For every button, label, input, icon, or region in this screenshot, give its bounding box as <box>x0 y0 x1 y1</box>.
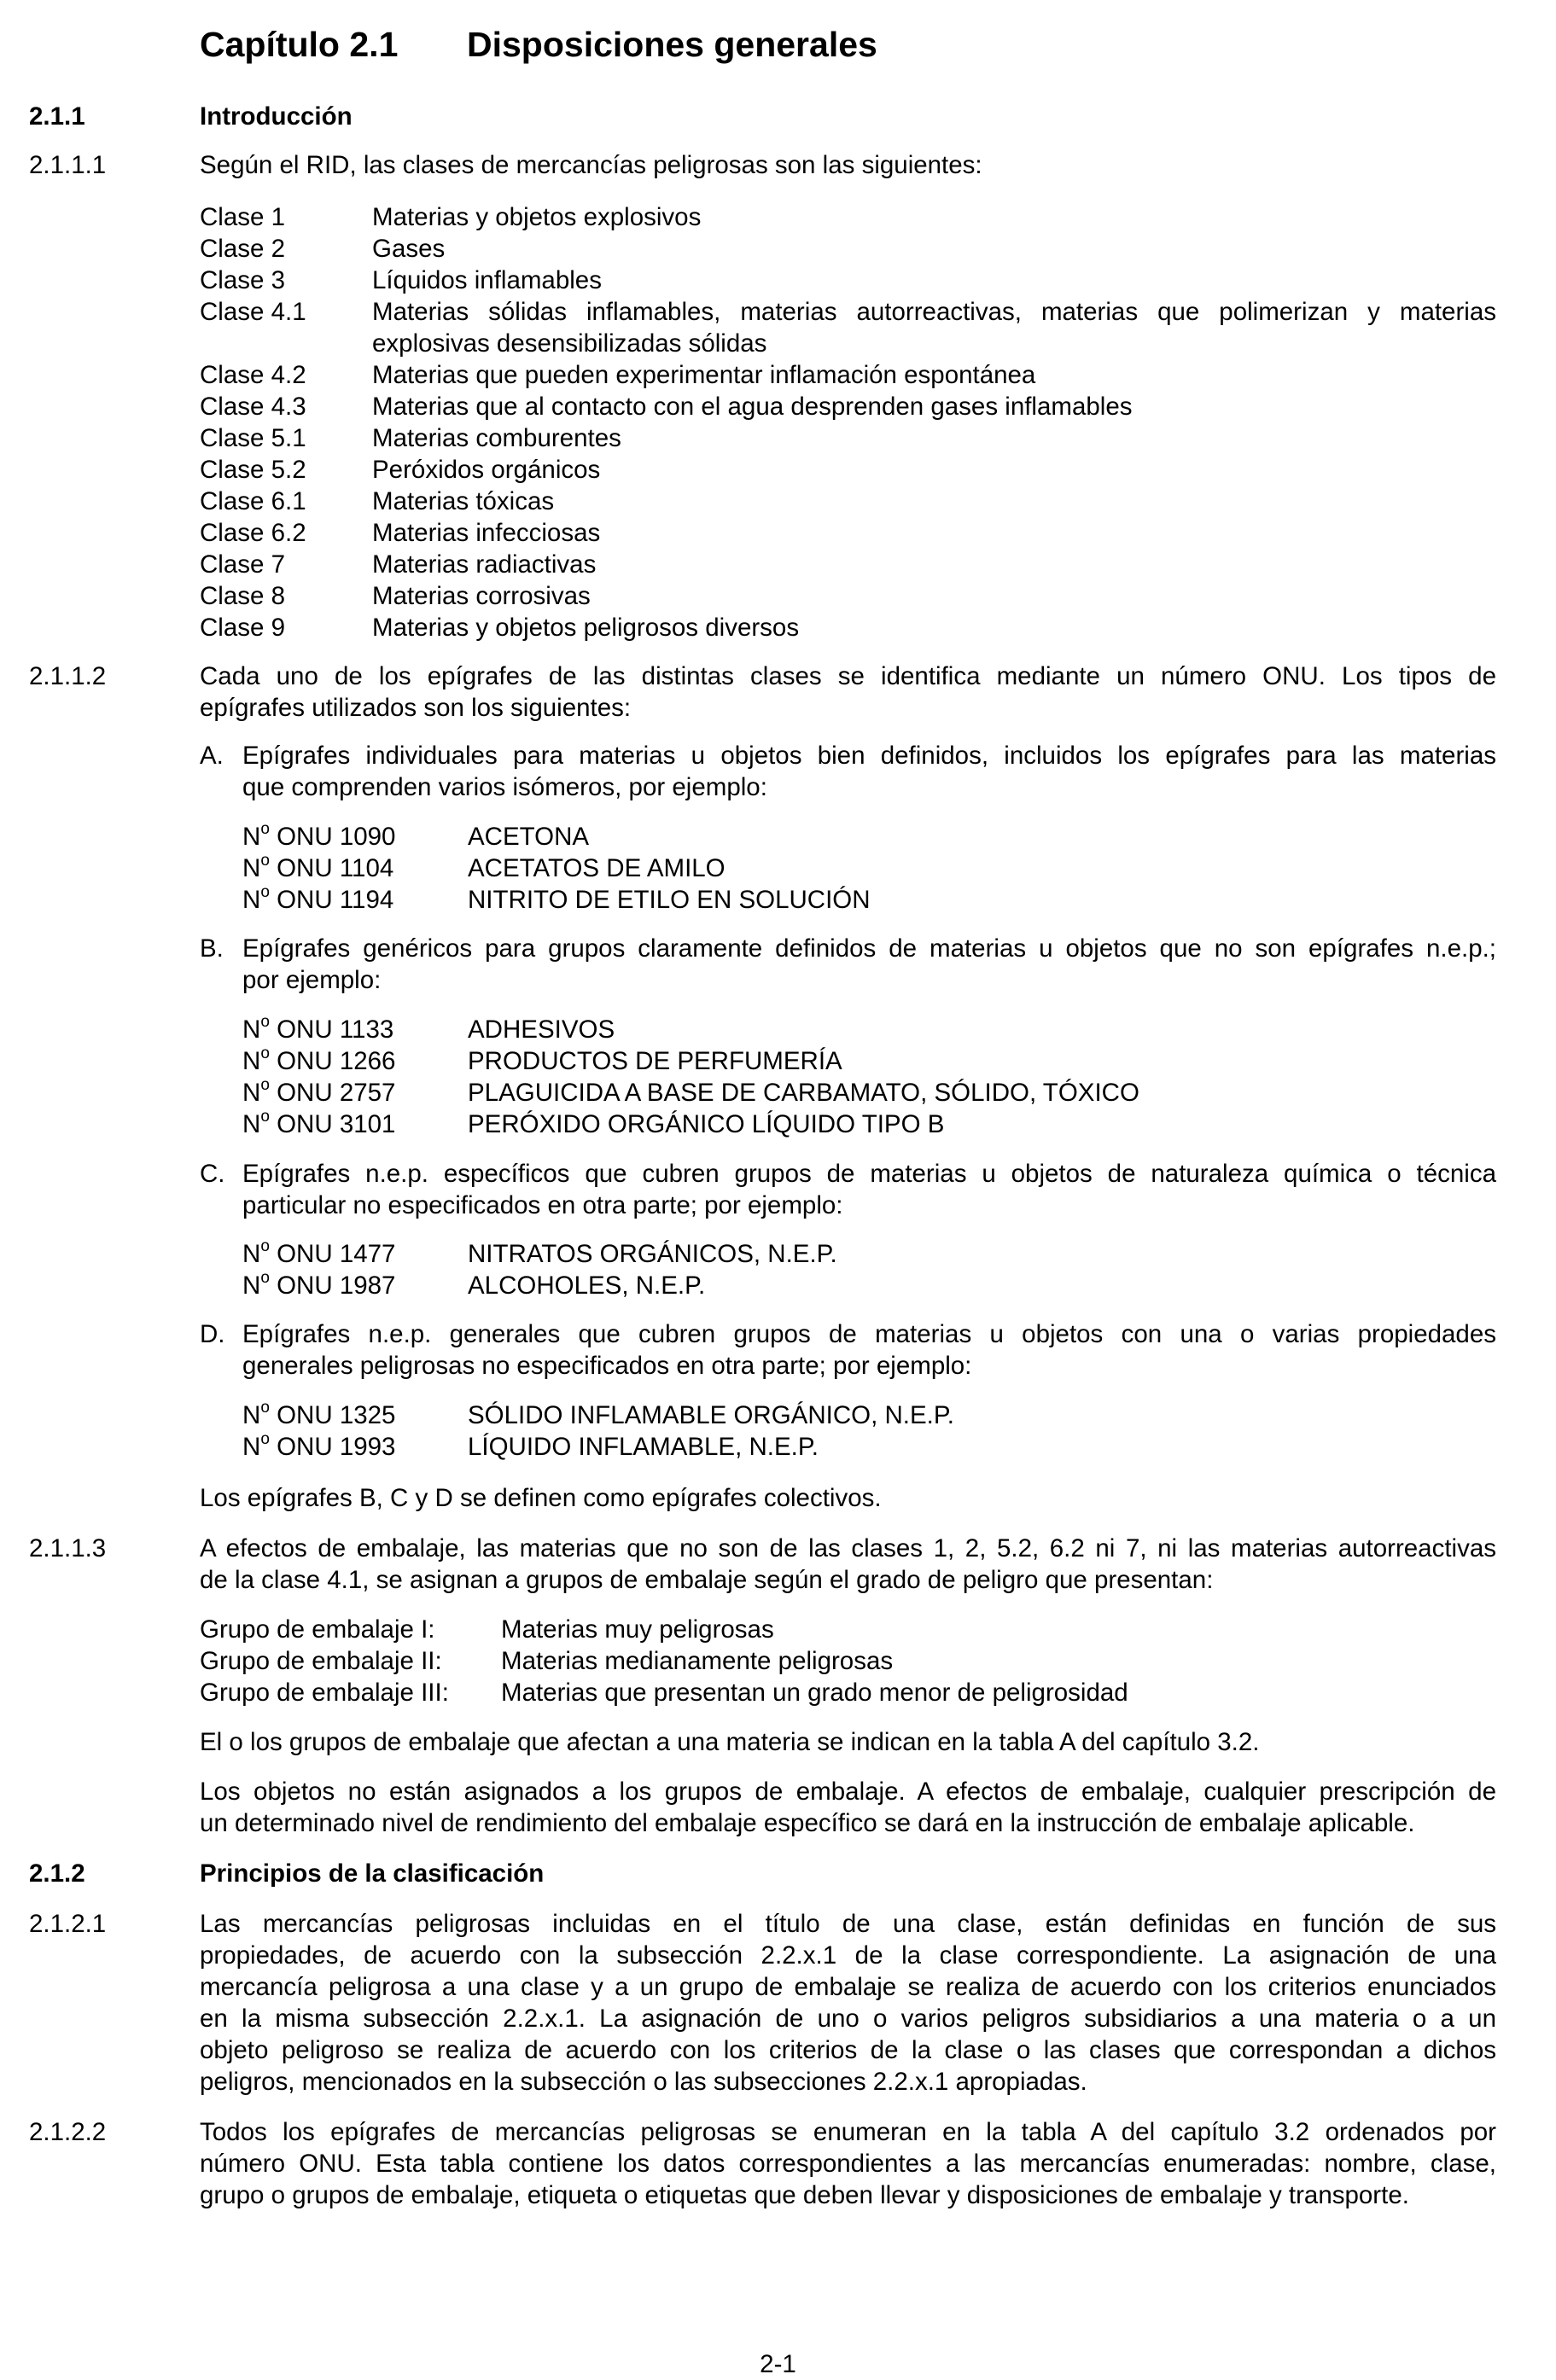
packing-group-label: Grupo de embalaje III: <box>200 1679 449 1707</box>
un-name: ACETONA <box>468 823 590 851</box>
chapter-heading <box>200 20 877 68</box>
un-number: $N^o$ ONU 1477 <box>242 1237 396 1268</box>
un-number: $N^o$ ONU 1090 <box>242 820 396 851</box>
un-name: ADHESIVOS <box>468 1015 615 1044</box>
class-label: Clase 6.2 <box>200 519 306 547</box>
un-name: NITRATOS ORGÁNICOS, N.E.P. <box>468 1240 837 1268</box>
un-number: $N^o$ ONU 1325 <box>242 1399 396 1429</box>
un-name: SÓLIDO INFLAMABLE ORGÁNICO, N.E.P. <box>468 1401 954 1429</box>
packing-group-description: Materias medianamente peligrosas <box>501 1647 894 1675</box>
text-line: Los objetos no están asignados a los grupos de embalaje. A efectos de embalaje, cualquier prescripción de <box>200 1778 1496 1806</box>
text-line: un determinado nivel de rendimiento del embalaje específico se dará en la instrucción de embalaje aplicable. <box>200 1809 1415 1837</box>
text-line: de la clase 4.1, se asignan a grupos de embalaje según el grado de peligro que presentan: <box>200 1566 1214 1594</box>
text-line: Epígrafes genéricos para grupos claramente definidos de materias u objetos que no son epígrafes n.e.p.; <box>242 934 1496 963</box>
text-line: generales peligrosas no especificados en otra parte; por ejemplo: <box>242 1352 972 1380</box>
paragraph-number: 2.1.1.3 <box>29 1534 107 1562</box>
text-line: Epígrafes n.e.p. específicos que cubren grupos de materias u objetos de naturaleza química o técnica <box>242 1160 1496 1188</box>
class-description-continued: explosivas desensibilizadas sólidas <box>372 329 767 358</box>
packing-group-description: Materias muy peligrosas <box>501 1615 774 1644</box>
un-number: $N^o$ ONU 2757 <box>242 1076 396 1107</box>
un-name: ACETATOS DE AMILO <box>468 854 726 882</box>
text-line: que comprenden varios isómeros, por ejemplo: <box>242 773 767 801</box>
paragraph-text <box>200 1776 1496 1839</box>
class-description: Materias radiactivas <box>372 550 597 579</box>
class-description: Materias que pueden experimentar inflamación espontánea <box>372 361 1036 389</box>
text-line: Todos los epígrafes de mercancías peligrosas se enumeran en la tabla A del capítulo 3.2 ordenados por <box>200 2118 1496 2146</box>
paragraph-text <box>200 2116 1496 2211</box>
un-number: $N^o$ ONU 1993 <box>242 1430 396 1461</box>
class-label: Clase 9 <box>200 614 286 642</box>
un-name: NITRITO DE ETILO EN SOLUCIÓN <box>468 886 871 914</box>
class-description: Materias tóxicas <box>372 487 555 515</box>
text-line: Cada uno de los epígrafes de las distintas clases se identifica mediante un número ONU. Los tipos de <box>200 662 1496 690</box>
text-line: Epígrafes n.e.p. generales que cubren grupos de materias u objetos con una o varias propiedades <box>242 1320 1496 1348</box>
paragraph-number: 2.1.1.1 <box>29 151 107 179</box>
list-item-text <box>242 1158 1496 1221</box>
packing-group-label: Grupo de embalaje II: <box>200 1647 442 1675</box>
text-line: objeto peligroso se realiza de acuerdo con los criterios de la clase o las clases que correspondan a dichos <box>200 2036 1496 2064</box>
class-label: Clase 2 <box>200 235 286 263</box>
text-line: propiedades, de acuerdo con la subsección 2.2.x.1 de la clase correspondiente. La asignación de una <box>200 1941 1496 1970</box>
list-item-text <box>242 740 1496 803</box>
un-number: $N^o$ ONU 1133 <box>242 1013 394 1044</box>
text-line: grupo o grupos de embalaje, etiqueta o etiquetas que deben llevar y disposiciones de embalaje y transporte. <box>200 2181 1409 2209</box>
paragraph-text <box>200 1533 1496 1596</box>
section-heading: Principios de la clasificación <box>200 1859 545 1888</box>
text-line: Las mercancías peligrosas incluidas en el título de una clase, están definidas en función de sus <box>200 1910 1496 1938</box>
text-line: mercancía peligrosa a una clase y a un grupo de embalaje se realiza de acuerdo con los criterios enunciados <box>200 1973 1496 2001</box>
class-label: Clase 5.1 <box>200 424 306 452</box>
un-number: $N^o$ ONU 3101 <box>242 1108 396 1138</box>
packing-group-label: Grupo de embalaje I: <box>200 1615 435 1644</box>
class-description: Materias sólidas inflamables, materias autorreactivas, materias que polimerizan y materias <box>372 298 1496 326</box>
paragraph-number: 2.1.2.2 <box>29 2118 107 2146</box>
list-letter: C. <box>200 1160 225 1188</box>
un-number: $N^o$ ONU 1266 <box>242 1045 396 1075</box>
un-number: $N^o$ ONU 1194 <box>242 883 394 914</box>
list-item-text <box>242 1318 1496 1382</box>
class-description: Materias infecciosas <box>372 519 601 547</box>
un-name: PERÓXIDO ORGÁNICO LÍQUIDO TIPO B <box>468 1110 945 1138</box>
un-name: PLAGUICIDA A BASE DE CARBAMATO, SÓLIDO, TÓXICO <box>468 1079 1139 1107</box>
class-label: Clase 4.3 <box>200 393 306 421</box>
chapter-number: Capítulo 2.1 <box>200 25 399 64</box>
class-label: Clase 3 <box>200 266 286 294</box>
paragraph-text: Según el RID, las clases de mercancías peligrosas son las siguientes: <box>200 151 982 179</box>
class-description: Materias que al contacto con el agua desprenden gases inflamables <box>372 393 1133 421</box>
class-label: Clase 4.2 <box>200 361 306 389</box>
class-label: Clase 1 <box>200 203 286 231</box>
class-description: Peróxidos orgánicos <box>372 456 601 484</box>
text-line: por ejemplo: <box>242 966 382 994</box>
paragraph-number: 2.1.1.2 <box>29 662 107 690</box>
text-line: epígrafes utilizados son los siguientes: <box>200 694 632 722</box>
class-description: Materias y objetos explosivos <box>372 203 702 231</box>
class-label: Clase 7 <box>200 550 286 579</box>
un-number: $N^o$ ONU 1987 <box>242 1269 396 1300</box>
class-description: Materias corrosivas <box>372 582 591 610</box>
list-letter: B. <box>200 934 224 963</box>
text-line: particular no especificados en otra parte; por ejemplo: <box>242 1191 843 1219</box>
text-line: peligros, mencionados en la subsección o las subsecciones 2.2.x.1 apropiadas. <box>200 2068 1087 2096</box>
list-item-text <box>242 933 1496 996</box>
paragraph-text <box>200 660 1496 724</box>
list-letter: D. <box>200 1320 225 1348</box>
text-line: en la misma subsección 2.2.x.1. La asignación de uno o varios peligros subsidiarios a una materia o a un <box>200 2005 1496 2033</box>
section-number: 2.1.2 <box>29 1859 85 1888</box>
text-line: Epígrafes individuales para materias u objetos bien definidos, incluidos los epígrafes para las materias <box>242 742 1496 770</box>
paragraph-text <box>200 1908 1496 2098</box>
class-label: Clase 5.2 <box>200 456 306 484</box>
page-number: 2-1 <box>760 2350 796 2378</box>
class-description: Materias comburentes <box>372 424 621 452</box>
class-label: Clase 8 <box>200 582 286 610</box>
class-description: Líquidos inflamables <box>372 266 602 294</box>
chapter-title: Disposiciones generales <box>467 25 877 64</box>
class-label: Clase 6.1 <box>200 487 306 515</box>
section-heading: Introducción <box>200 102 353 131</box>
section-number: 2.1.1 <box>29 102 85 131</box>
class-label: Clase 4.1 <box>200 298 306 326</box>
un-number: $N^o$ ONU 1104 <box>242 852 394 882</box>
class-description: Materias y objetos peligrosos diversos <box>372 614 800 642</box>
class-description: Gases <box>372 235 446 263</box>
document-page: Capítulo 2.1 Disposiciones generales 2.1.1 Introducción 2.1.1.1 Según el RID, las clases de mercancías peligrosas son las siguientes: Clase 1 Materias y objetos explosivos Clase 2 Gases Clase 3 Líquidos inflamables Clase 4.1 Materias sólidas inflamables, materias autorreactivas, materias que polimerizan y materias explosivas desensibilizadas sólidas Clase 4.2 Materias que pueden experimentar inflamación espontánea Clase 4.3 Materias que al contacto con el agua desprenden gases inflamables Clase 5.1 Materias comburentes Clase 5.2 Peróxidos orgánicos Clase 6.1 Materias tóxicas Clase 6.2 Materias infecciosas Clase 7 Materias radiactivas Clase 8 Materias corrosivas Clase 9 Materias y objetos peligrosos diversos 2.1.1.2 Cada uno de los epígrafes de las distintas clases se identifica mediante un número ONU. Los tipos de epígrafes utilizados son los siguientes: A. Epígrafes individuales para materias u objetos bien definidos, incluidos los epígrafes para las materias que comprenden varios isómeros, por ejemplo: $N^o$ ONU 1090 ACETONA $N^o$ ONU 1104 ACETATOS DE AMILO $N^o$ ONU 1194 NITRITO DE ETILO EN SOLUCIÓN B. Epígrafes genéricos para grupos claramente definidos de materias u objetos que no son epígrafes n.e.p.; por ejemplo: $N^o$ ONU 1133 ADHESIVOS $N^o$ ONU 1266 PRODUCTOS DE PERFUMERÍA $N^o$ ONU 2757 PLAGUICIDA A BASE DE CARBAMATO, SÓLIDO, TÓXICO $N^o$ ONU 3101 PERÓXIDO ORGÁNICO LÍQUIDO TIPO B C. Epígrafes n.e.p. específicos que cubren grupos de materias u objetos de naturaleza química o técnica particular no especificados en otra parte; por ejemplo: $N^o$ ONU 1477 NITRATOS ORGÁNICOS, N.E.P. $N^o$ ONU 1987 ALCOHOLES, N.E.P. D. Epígrafes n.e.p. generales que cubren grupos de materias u objetos con una o varias propiedades generales peligrosas no especificados en otra parte; por ejemplo: $N^o$ ONU 1325 SÓLIDO INFLAMABLE ORGÁNICO, N.E.P. $N^o$ ONU 1993 LÍQUIDO INFLAMABLE, N.E.P. Los epígrafes B, C y D se definen como epígrafes colectivos. 2.1.1.3 A efectos de embalaje, las materias que no son de las clases 1, 2, 5.2, 6.2 ni 7, ni las materias autorreactivas de la clase 4.1, se asignan a grupos de embalaje según el grado de peligro que presentan: Grupo de embalaje I: Materias muy peligrosas Grupo de embalaje II: Materias medianamente peligrosas Grupo de embalaje III: Materias que presentan un grado menor de peligrosidad El o los grupos de embalaje que afectan a una materia se indican en la tabla A del capítulo 3.2. Los objetos no están asignados a los grupos de embalaje. A efectos de embalaje, cualquier prescripción de un determinado nivel de rendimiento del embalaje específico se dará en la instrucción de embalaje aplicable. 2.1.2 Principios de la clasificación 2.1.2.1 Las mercancías peligrosas incluidas en el título de una clase, están definidas en función de sus propiedades, de acuerdo con la subsección 2.2.x.1 de la clase correspondiente. La asignación de una mercancía peligrosa a una clase y a un grupo de embalaje se realiza de acuerdo con los criterios enunciados en la misma subsección 2.2.x.1. La asignación de uno o varios peligros subsidiarios a una materia o a un objeto peligroso se realiza de acuerdo con los criterios de la clase o las clases que correspondan a dichos peligros, mencionados en la subsección o las subsecciones 2.2.x.1 apropiadas. 2.1.2.2 Todos los epígrafes de mercancías peligrosas se enumeran en la tabla A del capítulo 3.2 ordenados por número ONU. Esta tabla contiene los datos correspondientes a las mercancías enumeradas: nombre, clase, grupo o grupos de embalaje, etiqueta o etiquetas que deben llevar y disposiciones de embalaje y transporte. 2-1 <box>0 0 1556 2369</box>
un-name: ALCOHOLES, N.E.P. <box>468 1271 706 1300</box>
paragraph-number: 2.1.2.1 <box>29 1910 107 1938</box>
text-line: A efectos de embalaje, las materias que no son de las clases 1, 2, 5.2, 6.2 ni 7, ni las materias autorreactivas <box>200 1534 1496 1562</box>
un-name: PRODUCTOS DE PERFUMERÍA <box>468 1047 842 1075</box>
un-name: LÍQUIDO INFLAMABLE, N.E.P. <box>468 1433 819 1461</box>
list-letter: A. <box>200 742 224 770</box>
text-line: número ONU. Esta tabla contiene los datos correspondientes a las mercancías enumeradas: nombre, clase, <box>200 2150 1496 2178</box>
packing-group-description: Materias que presentan un grado menor de peligrosidad <box>501 1679 1128 1707</box>
